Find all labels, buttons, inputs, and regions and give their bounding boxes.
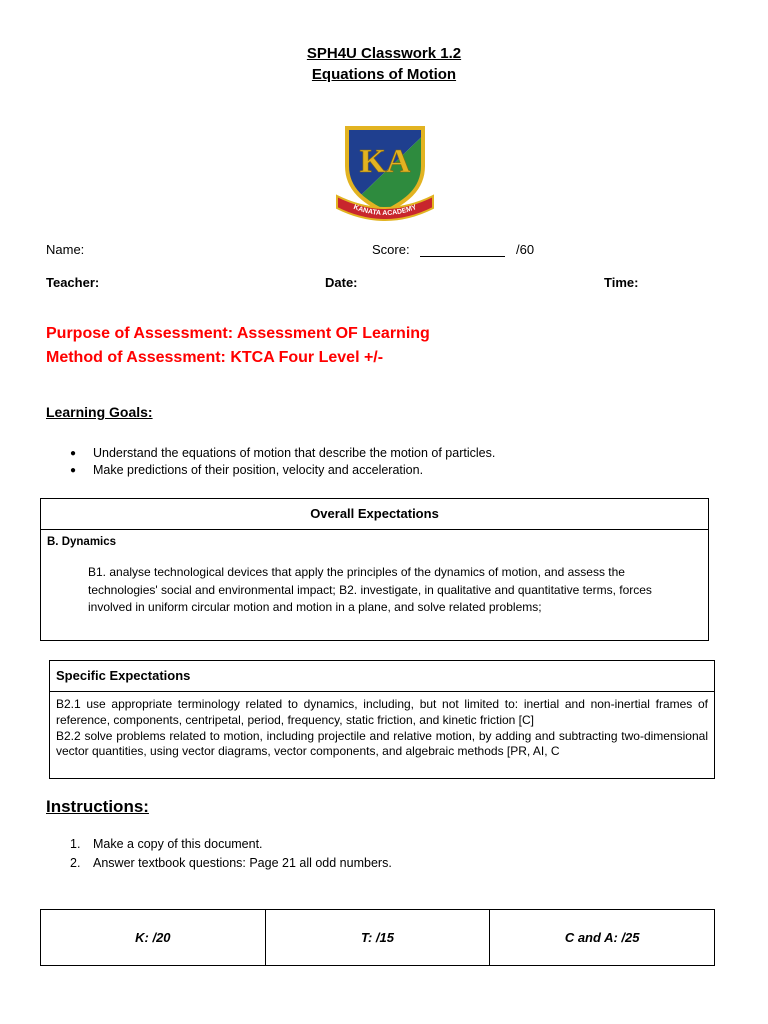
score-blank-line [420, 256, 505, 257]
score-label: Score: [372, 242, 410, 257]
score-total: /60 [516, 242, 535, 257]
learning-goals-heading: Learning Goals: [46, 404, 153, 420]
list-item: ● Make predictions of their position, velocity and acceleration. [46, 462, 495, 479]
communication-application-mark: C and A: /25 [490, 910, 715, 966]
expectation-b22: B2.2 solve problems related to motion, including projectile and relative motion, by adding and subtracting two-dimensional vector quantities, using vector diagrams, vector components, and algebraic methods [PR, AI, C [56, 728, 708, 759]
instructions-heading: Instructions: [46, 797, 149, 816]
step-text: Make a copy of this document. [93, 837, 263, 851]
strand-label: B. Dynamics [47, 536, 117, 548]
knowledge-mark: K: /20 [41, 910, 266, 966]
step-number: 2. [70, 856, 81, 870]
name-label: Name: [46, 242, 85, 257]
list-item [46, 854, 392, 873]
overall-expectations-box [40, 498, 709, 641]
expectation-b21: B2.1 use appropriate terminology related to dynamics, including, but not limited to: inertial and non-inertial frames of reference, components, centripetal, period, frequency, static friction, and kinetic friction [C] [56, 697, 708, 727]
date-label: Date: [325, 275, 358, 290]
step-text: Answer textbook questions: Page 21 all odd numbers. [93, 856, 392, 870]
specific-expectations-box [49, 660, 715, 779]
instructions-list [46, 835, 392, 873]
list-item: ● Understand the equations of motion that describe the motion of particles. [46, 445, 495, 462]
logo-banner-text: KANATA ACADEMY [352, 204, 418, 218]
kanata-academy-logo [333, 122, 437, 222]
thinking-mark: T: /15 [265, 910, 490, 966]
course-title: SPH4U Classwork 1.2 [306, 45, 462, 62]
specific-expectations-heading: Specific Expectations [50, 661, 714, 692]
list-item [46, 835, 392, 854]
overall-expectations-heading: Overall Expectations [41, 499, 708, 530]
step-number: 1. [70, 837, 81, 851]
logo-letters: KA [359, 143, 411, 180]
marks-table [40, 909, 715, 966]
time-label: Time: [604, 275, 639, 290]
purpose-of-assessment: Purpose of Assessment: Assessment OF Learning [46, 325, 430, 342]
overall-expectations-text: B1. analyse technological devices that apply the principles of the dynamics of motion, and assess the technologies' social and environmental impact; B2. investigate, in qualitative and quantitative terms, forces involved in uniform circular motion and motion in a plane, and solve related problems; [88, 565, 652, 614]
topic-title: Equations of Motion [311, 66, 457, 83]
method-of-assessment: Method of Assessment: KTCA Four Level +/- [46, 349, 384, 366]
teacher-label: Teacher: [46, 275, 100, 290]
learning-goals-list [46, 445, 495, 479]
